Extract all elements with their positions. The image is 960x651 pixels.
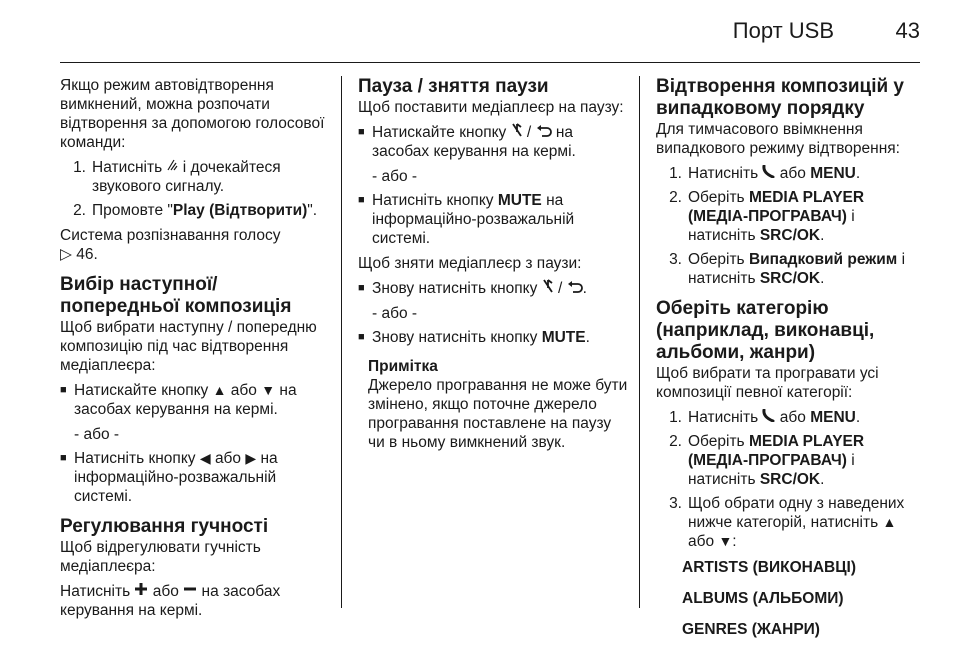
down-arrow-icon: ▼ — [718, 533, 733, 549]
up-arrow-icon: ▲ — [212, 382, 227, 398]
bullet-list — [358, 123, 630, 161]
cross-reference: Система розпізнавання голосу ▷ 46. — [60, 227, 281, 263]
voice-command-icon — [166, 158, 178, 172]
list-item: ■ Натискайте кнопку ▲ або ▼ на засобах керування на кермі. — [60, 382, 297, 418]
down-arrow-icon: ▼ — [261, 382, 276, 398]
section-intro: Щоб поставити медіаплеєр на паузу: — [358, 99, 624, 116]
or-separator: - або - — [372, 305, 418, 322]
section-title: Вибір наступної/попередньої композиція — [60, 274, 292, 317]
list-item: 2. Промовте "Play (Відтворити)". — [73, 202, 318, 219]
section-intro: Щоб вибрати наступну / попередню композицію під час відтворення медіаплеєра: — [60, 319, 317, 374]
volume-instruction: Натисніть або на засобах керування на кермі. — [60, 583, 281, 619]
section-intro: Щоб зняти медіаплеєр з паузи: — [358, 255, 582, 272]
list-item: ■ Натисніть кнопку ◀ або ▶ на інформаційно-розважальній системі. — [60, 450, 278, 505]
list-item: 2. Оберіть MEDIA PLAYER (МЕДІА-ПРОГРАВАЧ) і натисніть SRC/OK. — [669, 189, 865, 244]
section-intro: Для тимчасового ввімкнення випадкового режиму відтворення: — [656, 121, 900, 157]
bullet-list — [358, 279, 630, 298]
list-item: 2. Оберіть MEDIA PLAYER (МЕДІА-ПРОГРАВАЧ) і натисніть SRC/OK. — [669, 433, 865, 488]
list-item: 3. Оберіть Випадковий режим і натисніть SRC/OK. — [669, 251, 906, 287]
plus-icon — [134, 582, 148, 596]
mute-icon — [542, 279, 554, 293]
category-genres: GENRES (ЖАНРИ) — [682, 621, 820, 638]
page-ref-icon: ▷ — [60, 246, 72, 263]
column-divider — [341, 76, 342, 608]
note-title: Примітка — [368, 358, 438, 375]
section-title: Оберіть категорію (наприклад, виконавці, альбоми, жанри) — [656, 298, 875, 363]
header-title: Порт USB — [732, 18, 834, 43]
section-intro: Щоб відрегулювати гучність медіаплеєра: — [60, 539, 261, 575]
or-separator: - або - — [372, 168, 418, 185]
category-artists: ARTISTS (ВИКОНАВЦІ) — [682, 559, 856, 576]
list-item: 3. Щоб обрати одну з наведених нижче категорій, натисніть ▲ або ▼: — [669, 495, 905, 550]
bullet-list — [358, 328, 630, 347]
column-1 — [60, 76, 332, 626]
steps-list — [60, 158, 332, 220]
list-item: 1. Натисніть або MENU. — [669, 409, 861, 426]
list-item: 1. Натисніть і дочекайтеся звукового сигналу. — [73, 159, 281, 195]
mute-icon — [511, 123, 523, 137]
bullet-list — [60, 381, 332, 419]
column-3 — [656, 76, 920, 651]
phone-icon — [762, 165, 775, 178]
page-number: 43 — [895, 18, 920, 43]
or-separator: - або - — [74, 426, 120, 443]
minus-icon — [183, 582, 197, 596]
section-title: Регулювання гучності — [60, 516, 269, 537]
back-icon — [567, 281, 583, 293]
bullet-list — [60, 449, 332, 506]
list-item: ■ Знову натисніть кнопку / . — [358, 280, 587, 297]
bullet-list — [358, 191, 630, 248]
left-arrow-icon: ◀ — [199, 450, 211, 466]
list-item: 1. Натисніть або MENU. — [669, 165, 861, 182]
back-icon — [536, 125, 552, 137]
steps-list — [656, 408, 920, 551]
list-item: ■ Знову натисніть кнопку MUTE. — [358, 329, 590, 346]
note-text: Джерело програвання не може бути змінено, якщо поточне джерело програвання поставлене на паузу чи в ньому вимкнений звук. — [368, 377, 628, 451]
up-arrow-icon: ▲ — [882, 514, 897, 530]
column-2 — [358, 76, 630, 452]
intro-paragraph: Якщо режим автовідтворення вимкнений, можна розпочати відтворення за допомогою голосової команди: — [60, 77, 325, 151]
section-title: Відтворення композицій у випадковому порядку — [656, 76, 905, 119]
steps-list — [656, 164, 920, 288]
list-item: ■ Натискайте кнопку / на засобах керування на кермі. — [358, 124, 576, 160]
category-albums: ALBUMS (АЛЬБОМИ) — [682, 590, 844, 607]
phone-icon — [762, 409, 775, 422]
page-header — [60, 0, 920, 63]
right-arrow-icon: ▶ — [245, 450, 257, 466]
list-item: ■ Натисніть кнопку MUTE на інформаційно-розважальній системі. — [358, 192, 575, 247]
column-divider — [639, 76, 640, 608]
section-intro: Щоб вибрати та програвати усі композиції певної категорії: — [656, 365, 879, 401]
section-title: Пауза / зняття паузи — [358, 76, 549, 97]
